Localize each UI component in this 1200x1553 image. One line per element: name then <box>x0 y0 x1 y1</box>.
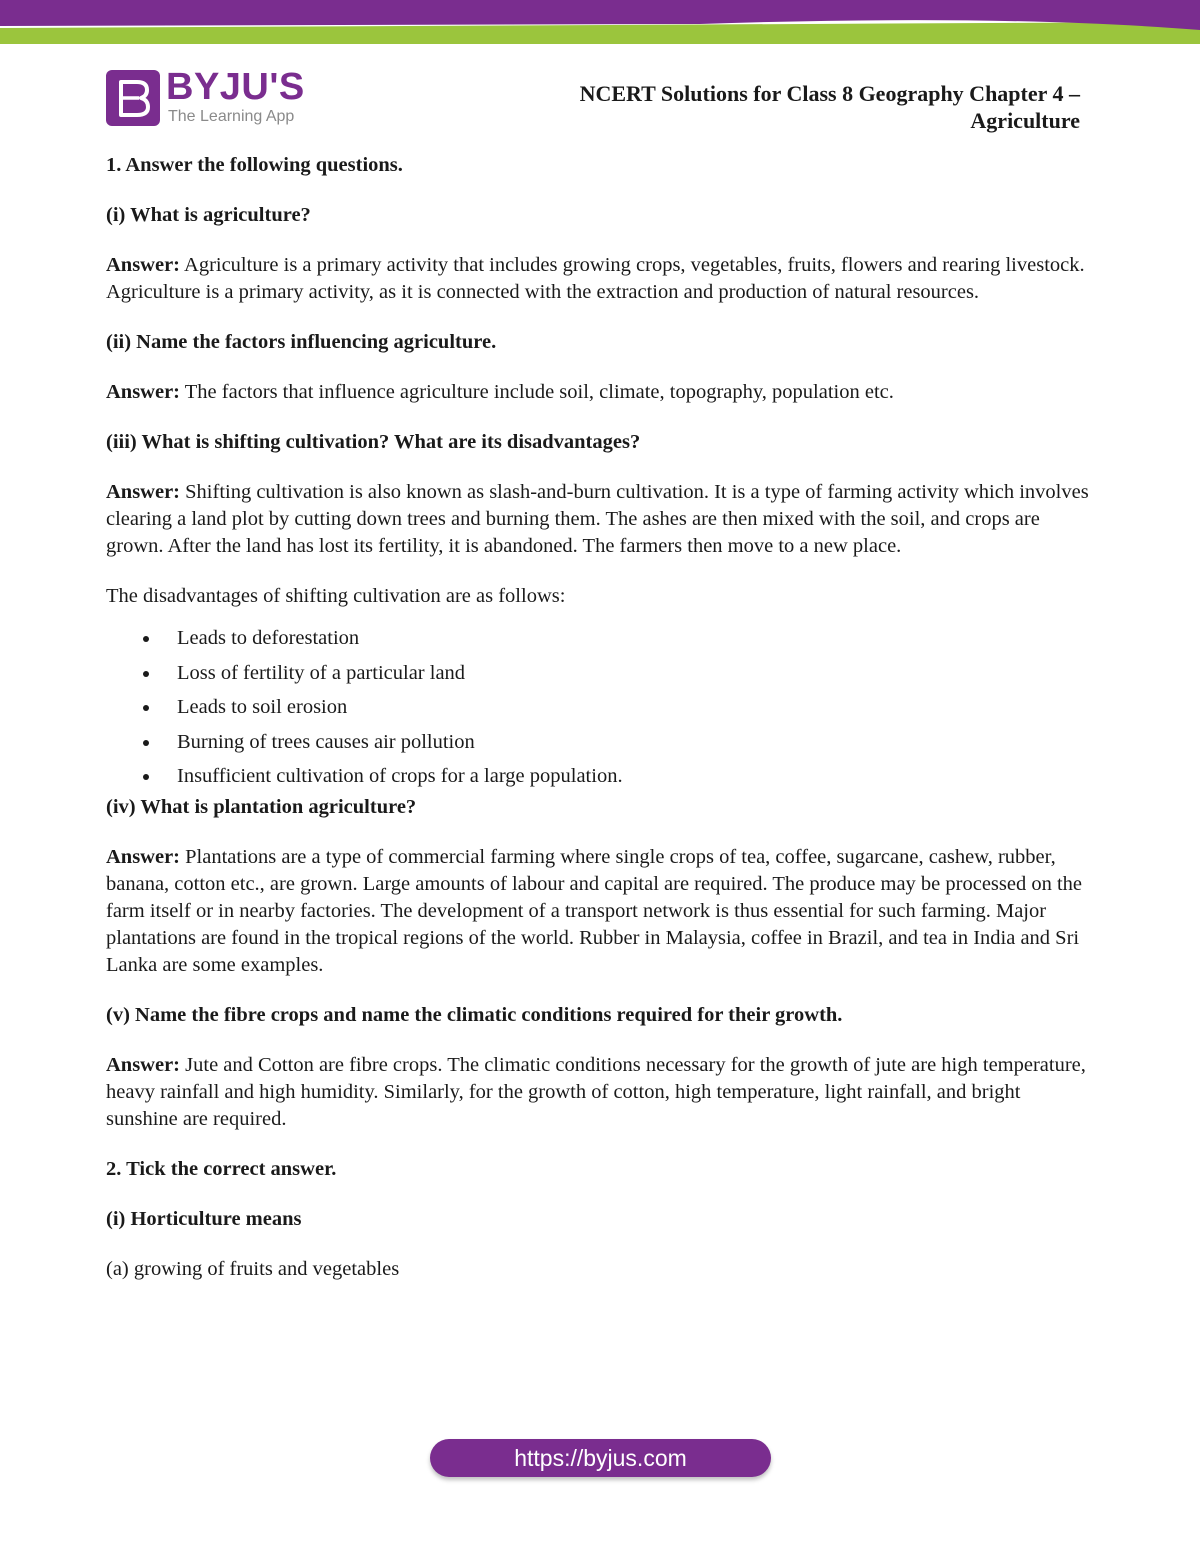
answer-text: Shifting cultivation is also known as slash-and-burn cultivation. It is a type of farming activity which involves clearing a land plot by cutting down trees and burning them. The ashes are then mixed with the soil, and crops are grown. After the land has lost its fertility, it is abandoned. The farmers then move to a new place. <box>106 481 1089 557</box>
byjus-logo <box>106 66 326 130</box>
document-title-line2: Agriculture <box>970 108 1080 133</box>
list-item: Loss of fertility of a particular land <box>106 656 1091 691</box>
header-color-band <box>0 0 1200 44</box>
answer-label: Answer: <box>106 845 181 868</box>
answer-label: Answer: <box>106 254 181 276</box>
answer-label: Answer: <box>106 381 181 403</box>
option-a: (a) growing of fruits and vegetables <box>106 1257 400 1280</box>
question-1-iv: (iv) What is plantation agriculture? <box>106 795 417 818</box>
answer-text: Agriculture is a primary activity that includes growing crops, vegetables, fruits, flowers and rearing livestock. Agriculture is a primary activity, as it is connected with the extraction and production of natural resources. <box>106 254 1085 303</box>
question-1-iii: (iii) What is shifting cultivation? What are its disadvantages? <box>106 431 641 453</box>
question-1-ii: (ii) Name the factors influencing agriculture. <box>106 331 497 353</box>
question-1-v: (v) Name the fibre crops and name the climatic conditions required for their growth. <box>106 1003 843 1026</box>
answer-1-i <box>106 252 1091 306</box>
question-2-i: (i) Horticulture means <box>106 1207 302 1230</box>
document-title-line1: NCERT Solutions for Class 8 Geography Chapter 4 – <box>579 81 1080 106</box>
section2-heading: 2. Tick the correct answer. <box>106 1157 337 1180</box>
answer-text: Jute and Cotton are fibre crops. The climatic conditions necessary for the growth of jute are high temperature, heavy rainfall and high humidity. Similarly, for the growth of cotton, high temperature, light rainfall, and bright sunshine are required. <box>106 1053 1086 1130</box>
answer-label: Answer: <box>106 1053 181 1076</box>
answer-label: Answer: <box>106 481 181 503</box>
answer-text: The factors that influence agriculture include soil, climate, topography, population etc. <box>180 381 894 403</box>
footer-url-link[interactable]: https://byjus.com <box>430 1439 771 1477</box>
answer-1-iv <box>106 844 1091 979</box>
answer-1-v <box>106 1052 1091 1133</box>
section1-heading: 1. Answer the following questions. <box>106 154 403 176</box>
logo-mark-icon <box>106 70 160 126</box>
question-1-i: (i) What is agriculture? <box>106 204 311 226</box>
logo-tagline: The Learning App <box>168 108 295 125</box>
logo-brand-name: BYJU'S <box>166 66 305 108</box>
disadvantages-intro: The disadvantages of shifting cultivation are as follows: <box>106 585 566 607</box>
document-body <box>106 150 1091 1283</box>
list-item: Insufficient cultivation of crops for a large population. <box>106 759 1091 794</box>
list-item: Leads to soil erosion <box>106 690 1091 725</box>
document-title <box>460 80 1080 134</box>
answer-text: Plantations are a type of commercial farming where single crops of tea, coffee, sugarcane, cashew, rubber, banana, cotton etc., are grown. Large amounts of labour and capital are required. The produce may be processed on the farm itself or in nearby factories. The development of a transport network is thus essential for such farming. Major plantations are found in the tropical regions of the world. Rubber in Malaysia, coffee in Brazil, and tea in India and Sri Lanka are some examples. <box>106 845 1083 976</box>
answer-1-iii <box>106 479 1091 560</box>
list-item: Burning of trees causes air pollution <box>106 725 1091 760</box>
disadvantages-list <box>106 621 1091 794</box>
list-item: Leads to deforestation <box>106 621 1091 656</box>
answer-1-ii <box>106 379 1091 406</box>
